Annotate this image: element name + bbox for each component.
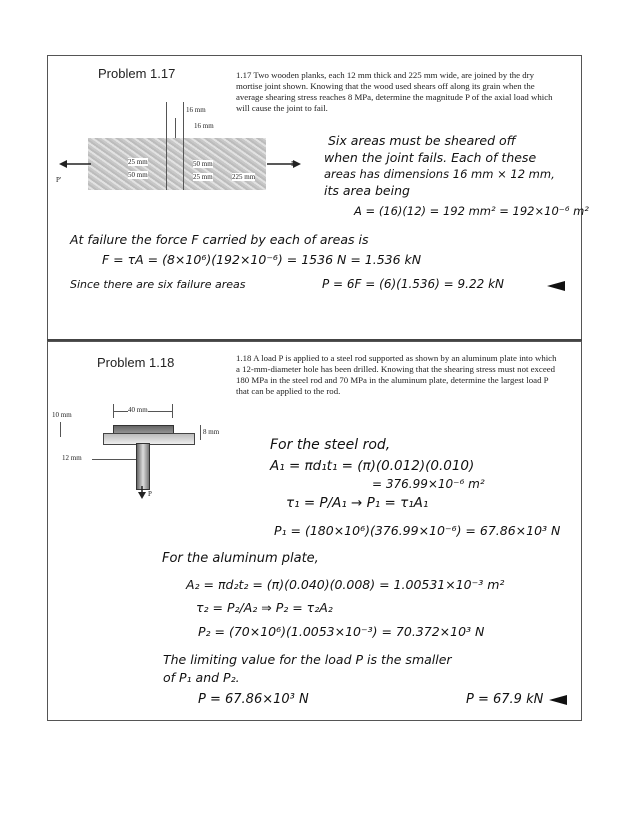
hw118-line3: = 376.99×10⁻⁶ m² [372,477,485,491]
load-arrows [55,150,305,180]
dim-left-2: 50 mm [128,171,148,179]
answer-arrow-icon-2 [547,694,569,706]
hw117-line5: A = (16)(12) = 192 mm² = 192×10⁻⁶ m² [354,204,589,218]
dim40-tick-right [172,404,173,418]
hw117-line6: At failure the force F carried by each of areas is [70,232,369,247]
hw117-line3: areas has dimensions 16 mm × 12 mm, [324,167,555,181]
hw118-line13: P = 67.9 kN [466,692,544,707]
dim-tick-1 [166,102,167,138]
hw118-line9: P₂ = (70×10⁶)(1.0053×10⁻³) = 70.372×10³ N [198,624,485,639]
hw117-line8: Since there are six failure areas [70,278,246,291]
hw117-line9: P = 6F = (6)(1.536) = 9.22 kN [322,277,504,291]
dim-mid-2: 25 mm [193,173,213,181]
dim-8: 8 mm [203,428,220,436]
hw118-line8: τ₂ = P₂/A₂ ⇒ P₂ = τ₂A₂ [196,600,333,615]
load-p-label: P [148,490,152,498]
hw118-line5: P₁ = (180×10⁶)(376.99×10⁻⁶) = 67.86×10³ N [274,523,561,538]
hw118-line4: τ₁ = P/A₁ → P₁ = τ₁A₁ [286,495,429,511]
problem-118-statement: 1.18 A load P is applied to a steel rod supported as shown by an aluminum plate into which a 12-mm-diameter hole has been drilled. Knowing that the shearing stress must not exceed 180 MPa in the steel rod and 70 MPa in the aluminum plate, determine the largest load P that can be applied to the rod. [236,353,557,396]
hw117-line1: Six areas must be sheared off [328,133,516,148]
load-right-label: P [291,160,295,168]
hw118-line12: P = 67.86×10³ N [198,692,309,707]
load-left-label: P' [56,176,62,184]
hw118-line7: A₂ = πd₂t₂ = (π)(0.040)(0.008) = 1.00531×10⁻³ m² [186,577,505,592]
dim-10: 10 mm [52,411,72,419]
hw117-line4: its area being [324,183,410,198]
dim-tick-2 [175,118,176,138]
hw118-line2: A₁ = πd₁t₁ = (π)(0.012)(0.010) [270,458,475,474]
hw118-line11: of P₁ and P₂. [163,670,240,685]
dim-left-1: 25 mm [128,158,148,166]
dim-tick-3 [183,102,184,138]
dim8-tick [200,425,201,440]
hw118-line1: For the steel rod, [270,437,391,453]
dim10-tick [60,422,61,437]
problem-117-statement: 1.17 Two wooden planks, each 12 mm thick and 225 mm wide, are joined by the dry mortise joint shown. Knowing that the wood used shears off along its grain when the average shearing stress reaches 8 MPa, determine the magnitude P of the axial load which will cause the joint to fail. [236,70,553,113]
hw117-line2: when the joint fails. Each of these [324,150,537,165]
dim-40: 40 mm [128,406,148,414]
hw118-line10: The limiting value for the load P is the smaller [163,652,452,667]
steel-rod [136,443,150,490]
hw118-line6: For the aluminum plate, [162,551,319,566]
dim-width: 225 mm [232,173,256,181]
dim-top-2: 16 mm [194,122,214,130]
hw117-line7: F = τA = (8×10⁶)(192×10⁻⁶) = 1536 N = 1.536 kN [102,252,422,267]
answer-arrow-icon [545,280,567,292]
dim-12: 12 mm [62,454,82,462]
dim-mid-1: 50 mm [193,160,213,168]
dim12-line [92,459,136,460]
problem-117-title: Problem 1.17 [98,66,176,81]
dim-top-1: 16 mm [186,106,206,114]
problem-118-title: Problem 1.18 [97,355,175,370]
